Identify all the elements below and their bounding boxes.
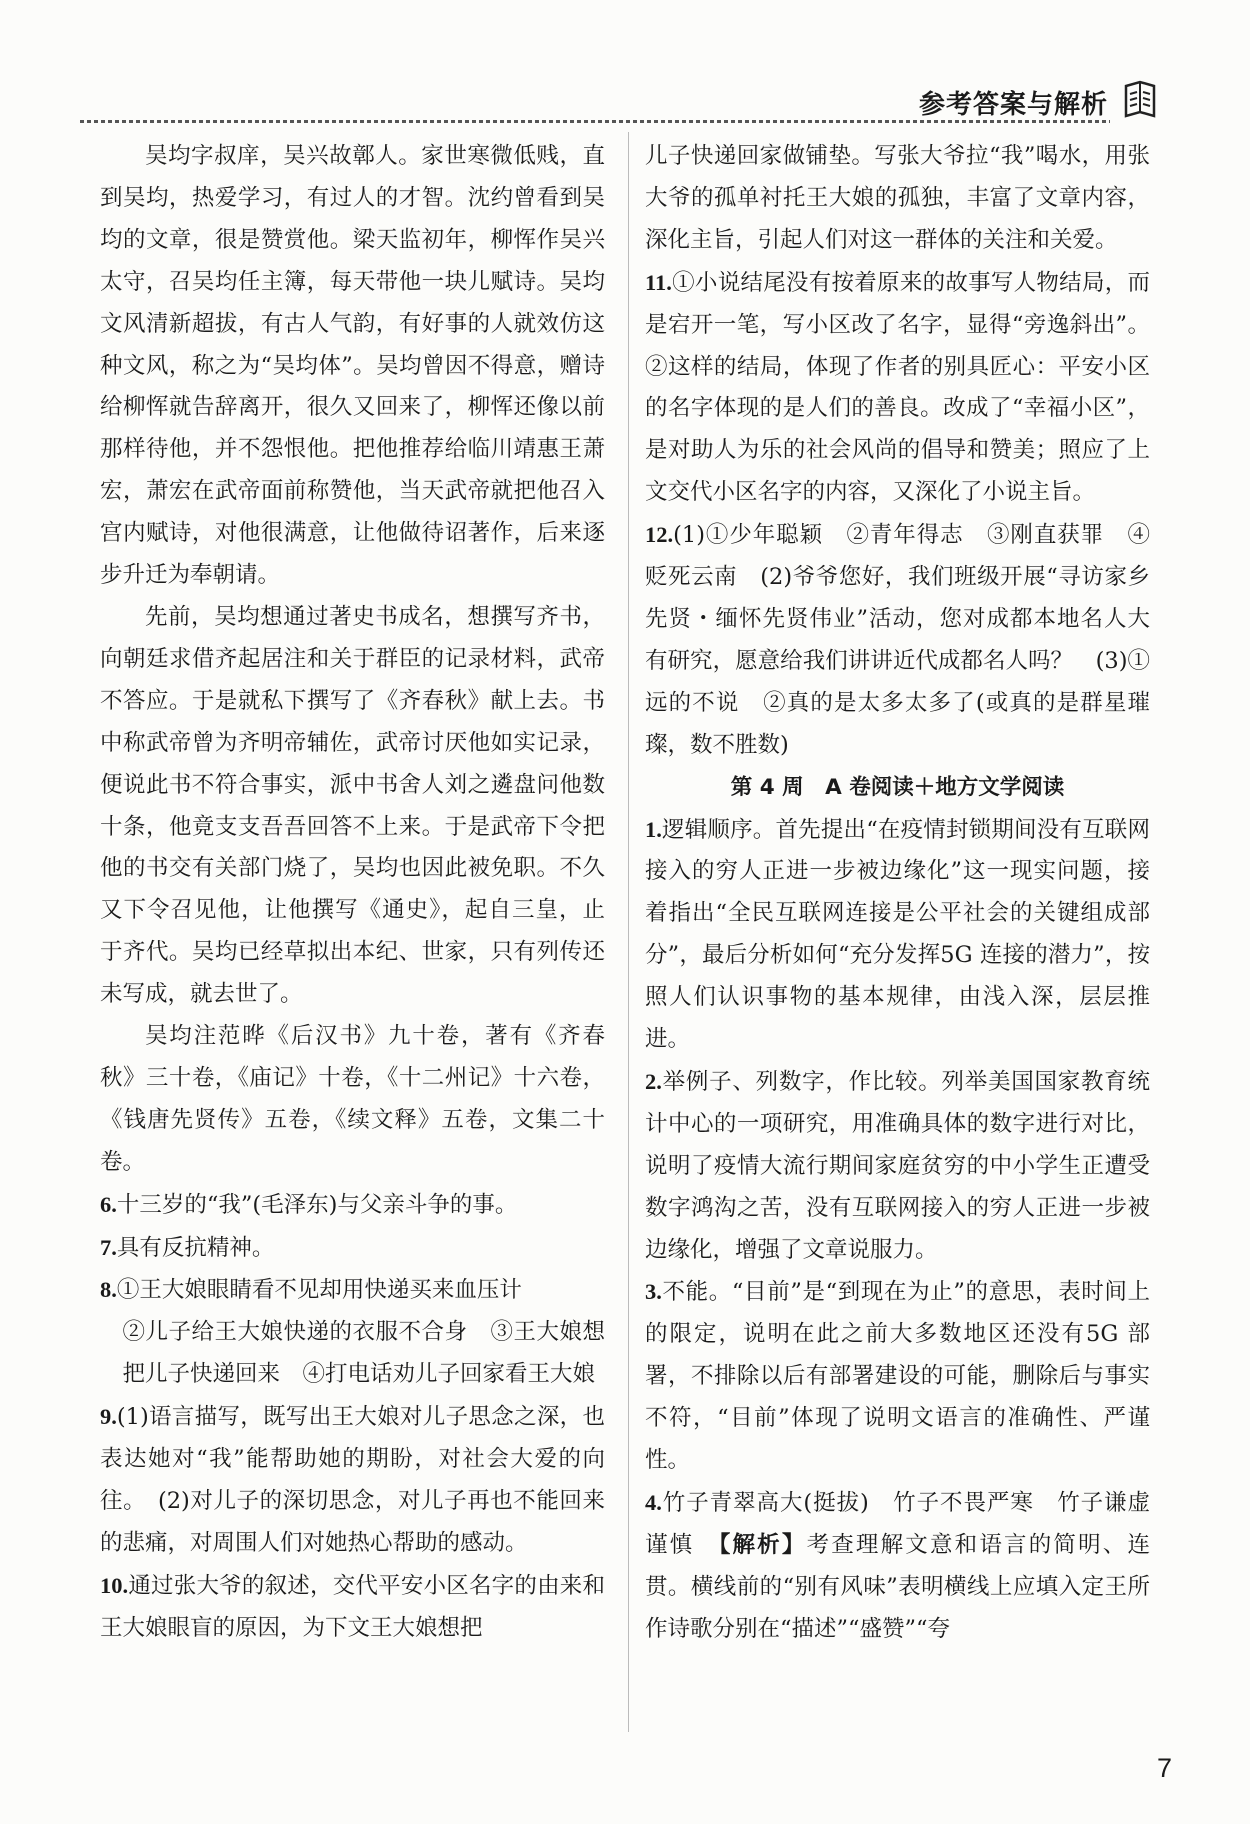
- translation-paragraph-3: 吴均注范晔《后汉书》九十卷，著有《齐春秋》三十卷，《庙记》十卷，《十二州记》十六卷，《钱唐先贤传》五卷，《续文释》五卷，文集二十卷。: [100, 1023, 605, 1175]
- week-answer-4: 4.竹子青翠高大(挺拔) 竹子不畏严寒 竹子谦虚谨慎 【解析】考查理解文意和语言的简明、连贯。横线前的“别有风味”表明横线上应填入定王所作诗歌分别在“描述”“盛赞”“夸: [645, 1490, 1150, 1642]
- answer-item-11: 11.①小说结尾没有按着原来的故事写人物结局，而是宕开一笔，写小区改了名字，显得“旁逸斜出”。②这样的结局，体现了作者的别具匠心：平安小区的名字体现的是人们的善良。改成了“幸福小区”，是对助人为乐的社会风尚的倡导和赞美；照应了上文交代小区名字的内容，又深化了小说主旨。: [645, 269, 1150, 506]
- answer-item-6: 6.十三岁的“我”(毛泽东)与父亲斗争的事。: [100, 1191, 518, 1218]
- answer-item-8-continued: ②儿子给王大娘快递的衣服不合身 ③王大娘想把儿子快递回来 ④打电话劝儿子回家看王大娘: [122, 1319, 605, 1388]
- column-divider: [628, 132, 629, 1732]
- week-answer-3: 3.不能。“目前”是“到现在为止”的意思，表时间上的限定，说明在此之前大多数地区还没有5G 部署，不排除以后有部署建设的可能，删除后与事实不符，“目前”体现了说明文语言的准确性、严谨性。: [645, 1279, 1150, 1474]
- answer-item-12: 12.(1)①少年聪颖 ②青年得志 ③刚直获罪 ④贬死云南 (2)爷爷您好，我们班级开展“寻访家乡先贤・缅怀先贤伟业”活动，您对成都本地名人大有研究，愿意给我们讲讲近代成都名人吗？ (3)①远的不说 ②真的是太多太多了(或真的是群星璀璨，数不胜数): [645, 522, 1150, 758]
- answer-item-10: 10.通过张大爷的叙述，交代平安小区名字的由来和王大娘眼盲的原因，为下文王大娘想把: [100, 1572, 605, 1641]
- header-title: 参考答案与解析: [918, 90, 1108, 120]
- answer-item-9: 9.(1)语言描写，既写出王大娘对儿子思念之深，也表达她对“我”能帮助她的期盼，对社会大爱的向往。 (2)对儿子的深切思念，对儿子再也不能回来的悲痛，对周围人们对她热心帮助的感动。: [100, 1404, 605, 1556]
- translation-paragraph-1: 吴均字叔庠，吴兴故鄣人。家世寒微低贱，直到吴均，热爱学习，有过人的才智。沈约曾看到吴均的文章，很是赞赏他。梁天监初年，柳恽作吴兴太守，召吴均任主簿，每天带他一块儿赋诗。吴均文风清新超拔，有古人气韵，有好事的人就效仿这种文风，称之为“吴均体”。吴均曾因不得意，赠诗给柳恽就告辞离开，很久又回来了，柳恽还像以前那样待他，并不怨恨他。把他推荐给临川靖惠王萧宏，萧宏在武帝面前称赞他，当天武帝就把他召入宫内赋诗，对他很满意，让他做待诏著作，后来逐步升迁为奉朝请。: [100, 143, 605, 589]
- book-logo-icon: [1122, 80, 1158, 120]
- answer-item-10-continued: 儿子快递回家做铺垫。写张大爷拉“我”喝水，用张大爷的孤单衬托王大娘的孤独，丰富了文章内容，深化主旨，引起人们对这一群体的关注和关爱。: [645, 143, 1150, 253]
- translation-paragraph-2: 先前，吴均想通过著史书成名，想撰写齐书，向朝廷求借齐起居注和关于群臣的记录材料，武帝不答应。于是就私下撰写了《齐春秋》献上去。书中称武帝曾为齐明帝辅佐，武帝讨厌他如实记录，便说此书不符合事实，派中书舍人刘之遴盘问他数十条，他竟支支吾吾回答不上来。于是武帝下令把他的书交有关部门烧了，吴均也因此被免职。不久又下令召见他，让他撰写《通史》，起自三皇，止于齐代。吴均已经草拟出本纪、世家，只有列传还未写成，就去世了。: [100, 603, 605, 1008]
- week-heading: 第 4 周 A 卷阅读＋地方文学阅读: [730, 774, 1065, 800]
- answer-item-8: 8.①王大娘眼睛看不见却用快递买来血压计: [100, 1277, 522, 1304]
- page-number: 7: [1156, 1753, 1172, 1783]
- week-answer-2: 2.举例子、列数字，作比较。列举美国国家教育统计中心的一项研究，用准确具体的数字进行对比，说明了疫情大流行期间家庭贫穷的中小学生正遭受数字鸿沟之苦，没有互联网接入的穷人正进一步被边缘化，增强了文章说服力。: [645, 1068, 1150, 1263]
- header-dashed-rule: [80, 120, 1110, 123]
- answer-item-7: 7.具有反抗精神。: [100, 1234, 275, 1261]
- week-answer-1: 1.逻辑顺序。首先提出“在疫情封锁期间没有互联网接入的穷人正进一步被边缘化”这一现实问题，接着指出“全民互联网连接是公平社会的关键组成部分”，最后分析如何“充分发挥5G 连接的潜力”，按照人们认识事物的基本规律，由浅入深，层层推进。: [645, 816, 1150, 1053]
- left-column: [100, 136, 605, 1650]
- right-column: [645, 136, 1150, 1651]
